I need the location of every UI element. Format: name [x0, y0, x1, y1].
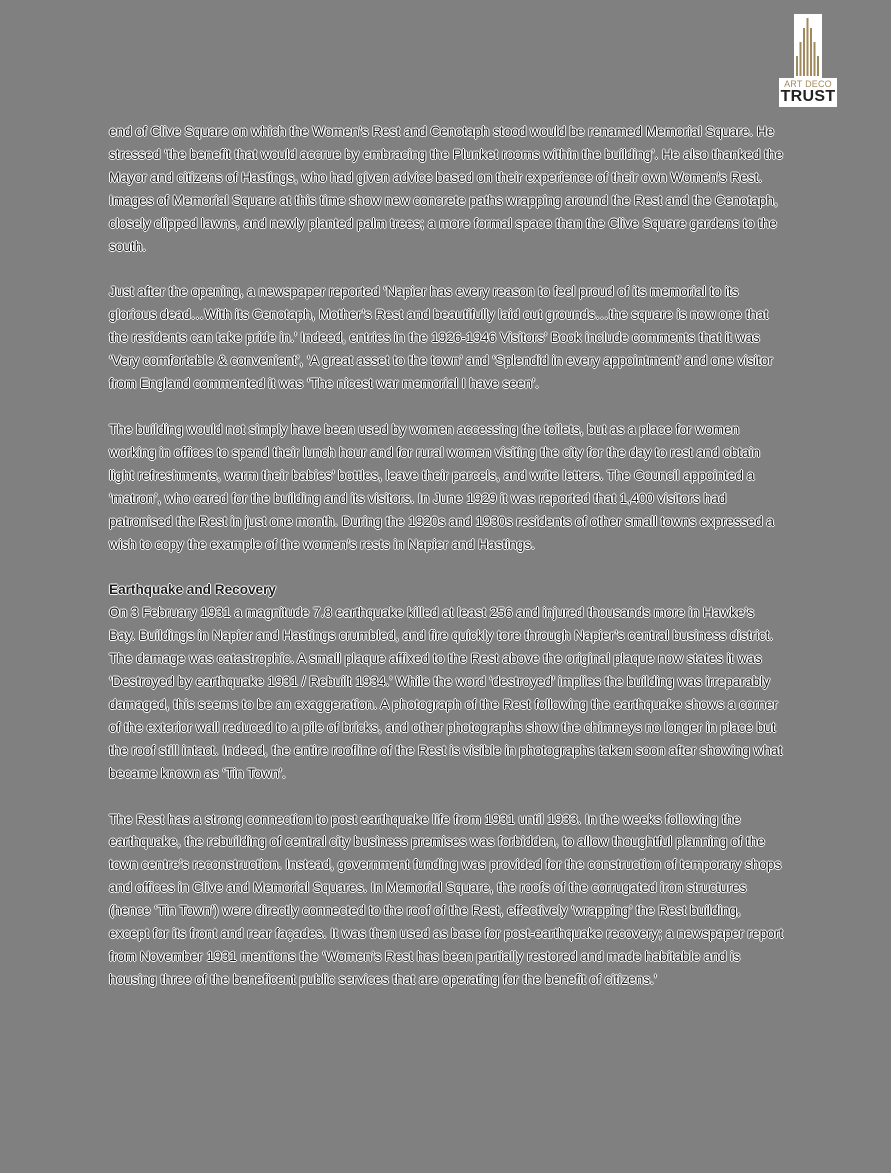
document-body: [109, 121, 784, 1015]
logo-wordmark: [779, 78, 837, 107]
art-deco-trust-logo: [778, 14, 838, 108]
logo-line-trust: TRUST: [780, 88, 836, 105]
paragraph-earthquake: On 3 February 1931 a magnitude 7.8 earthquake killed at least 256 and injured thousands more in Hawke’s Bay. Buildings in Napier and Hastings crumbled, and fire quickly tore through Napier’s central business district. The damage was catastrophic. A small plaque affixed to the Rest above the original plaque now states it was ‘Destroyed by earthquake 1931 / Rebuilt 1934.’ While the word ‘destroyed’ implies the building was irreparably damaged, this seems to be an exaggeration. A photograph of the Rest following the earthquake shows a corner of the exterior wall reduced to a pile of bricks, and other photographs show the chimneys no longer in place but the roof still intact. Indeed, the entire roofline of the Rest is visible in photographs taken soon after showing what became known as ‘Tin Town’.: [109, 605, 783, 781]
paragraph-tin-town: The Rest has a strong connection to post earthquake life from 1931 until 1933. In the weeks following the earthquake, the rebuilding of central city business premises was forbidden, to allow thoughtful planning of the town centre’s reconstruction. Instead, government funding was provided for the construction of temporary shops and offices in Clive and Memorial Squares. In Memorial Square, the roofs of the corrugated iron structures (hence ‘Tin Town’) were directly connected to the roof of the Rest, effectively ‘wrapping’ the Rest building, except for its front and rear façades. It was then used as base for post-earthquake recovery; a newspaper report from November 1931 mentions the ‘Women’s Rest has been partially restored and made habitable and is housing three of the beneficent public services that are operating for the benefit of citizens.’: [109, 811, 784, 987]
logo-line-art-deco: ART DECO: [784, 79, 832, 89]
paragraph-memorial-square: end of Clive Square on which the Women’s Rest and Cenotaph stood would be renamed Memorial Square. He stressed ‘the benefit that would accrue by embracing the Plunket rooms within the building’. He also thanked the Mayor and citizens of Hastings, who had given advice based on their experience of their own Women’s Rest. Images of Memorial Square at this time show new concrete paths wrapping around the Rest and the Cenotaph, closely clipped lawns, and newly planted palm trees; a more formal space than the Clive Square gardens to the south.: [109, 124, 784, 254]
paragraph-newspaper-report: Just after the opening, a newspaper reported ‘Napier has every reason to feel proud of its memorial to its glorious dead…With its Cenotaph, Mother’s Rest and beautifully laid out grounds…the square is now one that the residents can take pride in.’ Indeed, entries in the 1926-1946 Visitors’ Book include comments that it was ‘Very comfortable & convenient’, ‘A great asset to the town’ and ‘Splendid in every appointment’ and one visitor from England commented it was ‘The nicest war memorial I have seen’.: [109, 284, 773, 392]
section-heading-earthquake: Earthquake and Recovery: [109, 582, 276, 598]
building-skyline-icon: [794, 14, 822, 78]
paragraph-building-use: The building would not simply have been used by women accessing the toilets, but as a place for women working in offices to spend their lunch hour and for rural women visiting the city for the day to rest and obtain light refreshments, warm their babies’ bottles, leave their parcels, and write letters. The Council appointed a ‘matron’, who cared for the building and its visitors. In June 1929 it was reported that 1,400 visitors had patronised the Rest in just one month. During the 1920s and 1930s residents of other small towns expressed a wish to copy the example of the women’s rests in Napier and Hastings.: [109, 421, 774, 552]
